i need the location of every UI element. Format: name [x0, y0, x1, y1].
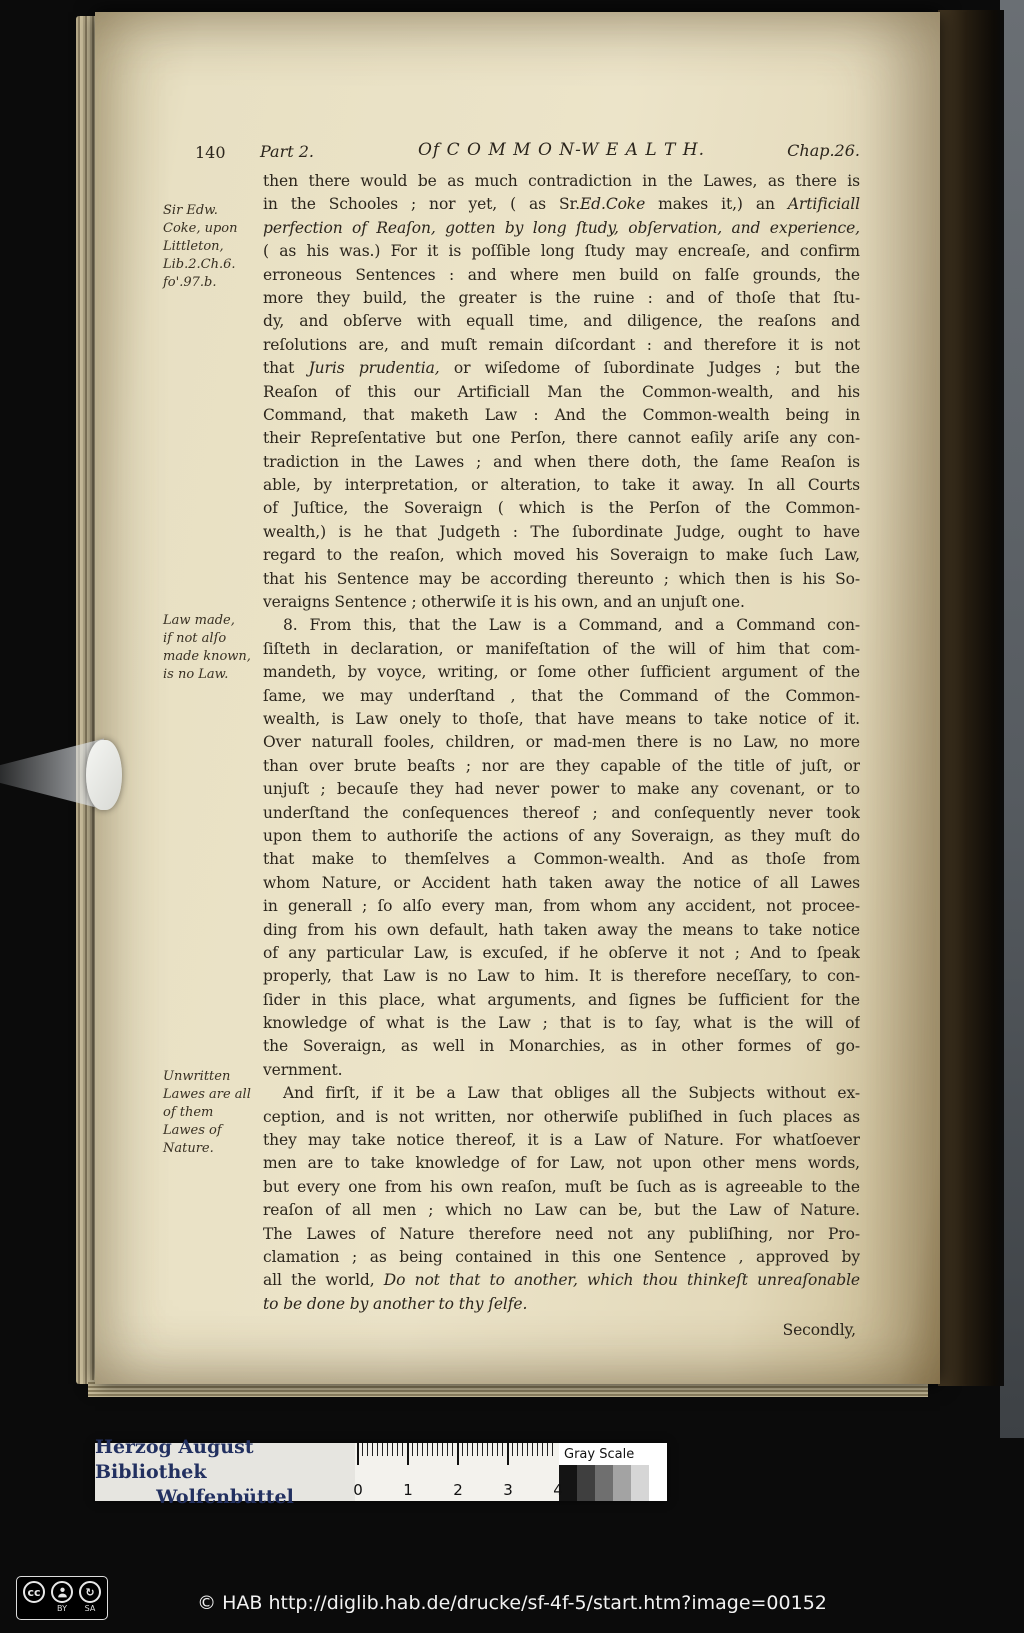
grayscale-patch — [577, 1465, 595, 1501]
margin-note — [163, 202, 261, 292]
grayscale-patch — [649, 1465, 667, 1501]
margin-note-line: Nature. — [163, 1141, 214, 1156]
text-line: in the Schooles ; nor yet, ( as Sr.Ed.Coke makes it,) an Artificiall — [263, 195, 860, 214]
text-line: whom Nature, or Accident hath taken away the notice of all Lawes — [263, 873, 860, 892]
text-line: underſtand the conſequences thereof ; and conſequently never took — [263, 803, 860, 822]
text-line: 8. From this, that the Law is a Command, and a Command con- — [283, 616, 860, 635]
text-line: ding from his own default, hath taken away the means to take notice — [263, 920, 860, 939]
cc-logo-icon: cc — [23, 1581, 45, 1603]
margin-note-line: made known, — [163, 649, 251, 664]
text-line: veraigns Sentence ; otherwiſe it is his own, and an unjuſt one. — [263, 593, 745, 612]
text-line: reaſon of all men ; which no Law can be, but the Law of Nature. — [263, 1201, 860, 1220]
margin-note-line: Lib.2.Ch.6. — [163, 257, 236, 272]
text-line: wealth,) is he that Judgeth : The ſubordinate Judge, ought to have — [263, 522, 860, 541]
margin-note-line: of them — [163, 1105, 214, 1120]
text-line: to be done by another to thy ſelfe. — [263, 1294, 528, 1313]
margin-note-line: Law made, — [163, 613, 235, 628]
text-line: erroneous Sentences : and where men build on falſe grounds, the — [263, 265, 860, 284]
book-page — [95, 12, 940, 1384]
margin-note — [163, 612, 261, 684]
grayscale-patch — [595, 1465, 613, 1501]
text-line: than over brute beaſts ; nor are they capable of the title of juſt, or — [263, 756, 860, 775]
text-line: dy, and obſerve with equall time, and diligence, the reaſons and — [263, 312, 860, 331]
text-line: tradiction in the Lawes ; and when there doth, the ſame Reaſon is — [263, 452, 860, 471]
text-line: Command, that maketh Law : And the Common-wealth being in — [263, 405, 860, 424]
sa-label: SA — [84, 1604, 96, 1613]
text-line: wealth, is Law onely to thoſe, that have means to take notice of it. — [263, 709, 860, 728]
page-number: 140 — [195, 143, 226, 162]
grayscale-patches — [559, 1465, 667, 1501]
ruler-numbers — [353, 1481, 563, 1499]
text-line: but every one from his own reaſon, muſt be ſuch as is agreeable to the — [263, 1177, 860, 1196]
by-label: BY — [57, 1604, 67, 1613]
margin-note-line: Littleton, — [163, 239, 224, 254]
text-line: clamation ; as being contained in this one Sentence , approved by — [263, 1247, 860, 1266]
library-name-line1: Herzog August Bibliothek — [95, 1435, 254, 1483]
ruler-ticks-cm — [357, 1443, 557, 1465]
text-line: that Juris prudentia, or wiſedome of ſubordinate Judges ; but the — [263, 359, 860, 378]
ruler-number: 2 — [453, 1481, 463, 1499]
text-line: upon them to authoriſe the actions of any Soveraign, as they muſt do — [263, 826, 860, 845]
text-line: ſiſteth in declaration, or manifeſtation of the will of him that com- — [263, 639, 860, 658]
part-label: Part 2. — [260, 142, 315, 161]
margin-note-line: Unwritten — [163, 1069, 231, 1084]
ruler-number: 3 — [503, 1481, 513, 1499]
copyright-text: © HAB http://diglib.hab.de/drucke/sf-4f-5/start.htm?image=00152 — [197, 1592, 827, 1614]
ruler-number: 0 — [353, 1481, 363, 1499]
text-line: ( as his was.) For it is poſſible long ſtudy may encreaſe, and confirm — [263, 242, 860, 261]
text-line: all the world, Do not that to another, which thou thinkeſt unreaſonable — [263, 1271, 860, 1290]
text-line: reſolutions are, and muſt remain diſcordant : and therefore it is not — [263, 335, 860, 354]
text-line: able, by interpretation, or alteration, to take it away. In all Courts — [263, 476, 860, 495]
text-line: perfection of Reaſon, gotten by long ſtudy, obſervation, and experience, — [263, 218, 860, 237]
text-line: ſame, we may underſtand , that the Command of the Common- — [263, 686, 860, 705]
text-line: then there would be as much contradiction in the Lawes, as there is — [263, 172, 860, 190]
margin-note-line: Lawes are all — [163, 1087, 251, 1102]
text-line: ception, and is not written, nor otherwiſe publiſhed in ſuch places as — [263, 1107, 860, 1126]
paragraph — [263, 1082, 860, 1316]
text-line: that his Sentence may be according thereunto ; which then is his So- — [263, 569, 860, 588]
text-line: Reaſon of this our Artificiall Man the Common-wealth, and his — [263, 382, 860, 401]
running-title: Of C O M M O N-W E A L T H. — [417, 140, 706, 160]
margin-note-line: Lawes of — [163, 1123, 222, 1138]
text-line: The Lawes of Nature therefore need not any publiſhing, nor Pro- — [263, 1224, 860, 1243]
text-line: unjuſt ; becauſe they had never power to make any covenant, or to — [263, 780, 860, 799]
library-name-line2: Wolfenbüttel — [156, 1485, 294, 1508]
text-line: ſider in this place, what arguments, and ſignes be ſufficient for the — [263, 990, 860, 1009]
paragraph — [263, 614, 860, 1082]
chapter-label: Chap.26. — [787, 141, 860, 160]
margin-note-line: fo'.97.b. — [163, 275, 217, 290]
text-line: more they build, the greater is the ruine : and of thoſe that ſtu- — [263, 288, 860, 307]
share-alike-arrow-icon: ↻ — [79, 1581, 101, 1603]
text-line: of Juſtice, the Soveraign ( which is the Perſon of the Common- — [263, 499, 860, 518]
margin-note-line: if not alſo — [163, 631, 227, 646]
margin-note-line: is no Law. — [163, 667, 229, 682]
text-line: of any particular Law, is excuſed, if he obſerve it not ; And to ſpeak — [263, 943, 860, 962]
text-line: knowledge of what is the Law ; that is to ſay, what is the will of — [263, 1014, 860, 1033]
grayscale-wedge — [559, 1443, 667, 1501]
text-line: And firſt, if it be a Law that obliges all the Subjects without ex- — [283, 1084, 860, 1103]
text-line: vernment. — [263, 1060, 343, 1079]
ruler-number: 4 — [553, 1481, 563, 1499]
margin-note — [163, 1068, 261, 1158]
margin-note-line: Coke, upon — [163, 221, 238, 236]
grayscale-label: Gray Scale — [559, 1443, 667, 1465]
text-line: they may take notice thereof, it is a Law of Nature. For whatſoever — [263, 1131, 860, 1150]
book-binding-shadow — [938, 10, 1004, 1386]
text-line: men are to take knowledge of for Law, not upon other mens words, — [263, 1154, 860, 1173]
grayscale-patch — [613, 1465, 631, 1501]
text-line: that make to themſelves a Common-wealth. And as thoſe from — [263, 850, 860, 869]
text-line: properly, that Law is no Law to him. It is therefore neceſſary, to con- — [263, 967, 860, 986]
page-holder-clip — [86, 740, 122, 810]
text-line: the Soveraign, as well in Monarchies, as in other formes of go- — [263, 1037, 860, 1056]
text-line: their Repreſentative but one Perſon, there cannot eaſily ariſe any con- — [263, 429, 860, 448]
paragraph — [263, 170, 860, 614]
text-body — [263, 170, 860, 1343]
text-line: Over naturall fooles, children, or mad-men there is no Law, no more — [263, 733, 860, 752]
catchword: Secondly, — [782, 1321, 856, 1340]
ruler — [353, 1443, 563, 1501]
grayscale-patch — [631, 1465, 649, 1501]
calibration-bar — [95, 1435, 667, 1508]
library-name — [95, 1435, 355, 1508]
text-line: in generall ; ſo alſo every man, from whom any accident, not procee- — [263, 897, 860, 916]
ruler-number: 1 — [403, 1481, 413, 1499]
text-line: mandeth, by voyce, writing, or ſome other ſufficient argument of the — [263, 663, 860, 682]
text-line: regard to the reaſon, which moved his Soveraign to make ſuch Law, — [263, 546, 860, 565]
margin-note-line: Sir Edw. — [163, 203, 218, 218]
